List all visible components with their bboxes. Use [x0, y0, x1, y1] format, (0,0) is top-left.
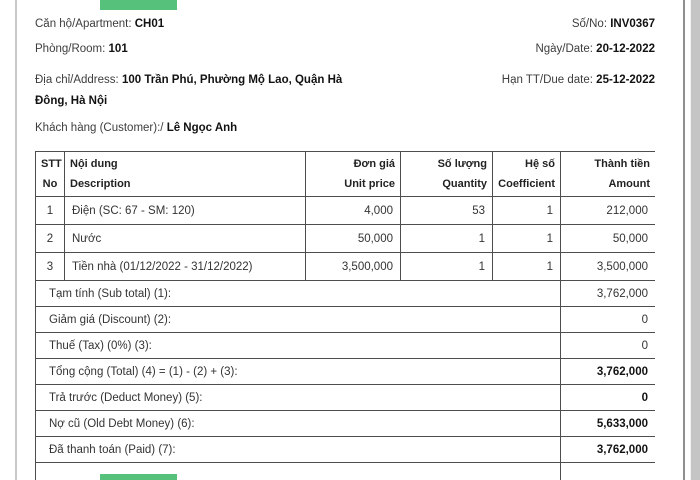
room-label: Phòng/Room: — [35, 43, 106, 55]
clipped-next-row — [36, 463, 656, 480]
item-coefficient: 1 — [493, 197, 561, 225]
item-no: 3 — [36, 253, 65, 281]
col-header-amount: Thành tiền Amount — [561, 152, 656, 197]
item-no: 2 — [36, 225, 65, 253]
due-date-field — [502, 74, 655, 86]
summary-row-paid — [36, 437, 656, 463]
summary-row-discount — [36, 307, 656, 333]
summary-row-total — [36, 359, 656, 385]
item-no: 1 — [36, 197, 65, 225]
summary-value: 3,762,000 — [561, 437, 656, 463]
scrollbar-thumb[interactable] — [691, 0, 700, 480]
address-field-line2 — [35, 95, 107, 107]
invoice-date-label: Ngày/Date: — [535, 43, 593, 55]
summary-value: 0 — [561, 307, 656, 333]
item-unit-price: 3,500,000 — [306, 253, 401, 281]
address-field — [35, 74, 342, 86]
item-coefficient: 1 — [493, 225, 561, 253]
room-field — [35, 43, 128, 55]
room-value: 101 — [108, 43, 128, 55]
apartment-value: CH01 — [134, 18, 165, 30]
customer-field — [35, 122, 237, 134]
summary-label: Đã thanh toán (Paid) (7): — [36, 437, 561, 463]
item-unit-price: 50,000 — [306, 225, 401, 253]
item-row-1 — [36, 197, 656, 225]
item-unit-price: 4,000 — [306, 197, 401, 225]
table-header-row — [36, 152, 656, 197]
summary-label: Nợ cũ (Old Debt Money) (6): — [36, 411, 561, 437]
summary-value: 0 — [561, 333, 656, 359]
col-header-coefficient: Hệ số Coefficient — [493, 152, 561, 197]
item-amount: 3,500,000 — [561, 253, 656, 281]
col-header-quantity: Số lượng Quantity — [401, 152, 493, 197]
due-date-value: 25-12-2022 — [596, 74, 655, 86]
items-table — [35, 151, 655, 480]
item-row-2 — [36, 225, 656, 253]
summary-value: 5,633,000 — [561, 411, 656, 437]
item-quantity: 1 — [401, 225, 493, 253]
apartment-label: Căn hộ/Apartment: — [35, 18, 132, 30]
summary-row-old-debt — [36, 411, 656, 437]
item-description: Nước — [65, 225, 306, 253]
item-row-3 — [36, 253, 656, 281]
item-quantity: 1 — [401, 253, 493, 281]
invoice-date-field — [535, 43, 655, 55]
address-value-line1: 100 Trần Phú, Phường Mộ Lao, Quận Hà — [121, 74, 343, 86]
summary-row-tax — [36, 333, 656, 359]
address-value-line2: Đông, Hà Nội — [35, 95, 108, 107]
summary-label: Trả trước (Deduct Money) (5): — [36, 385, 561, 411]
item-description: Điện (SC: 67 - SM: 120) — [65, 197, 306, 225]
col-header-unit-price: Đơn giá Unit price — [306, 152, 401, 197]
item-coefficient: 1 — [493, 253, 561, 281]
customer-value: Lê Ngọc Anh — [166, 122, 238, 134]
page-right-border — [683, 0, 685, 480]
summary-label: Thuế (Tax) (0%) (3): — [36, 333, 561, 359]
item-quantity: 53 — [401, 197, 493, 225]
item-amount: 50,000 — [561, 225, 656, 253]
summary-value: 3,762,000 — [561, 359, 656, 385]
address-label: Địa chỉ/Address: — [35, 74, 119, 86]
due-date-label: Hạn TT/Due date: — [501, 74, 593, 86]
page-left-border — [15, 0, 17, 480]
col-header-description: Nội dung Description — [65, 152, 306, 197]
customer-label: Khách hàng (Customer):/ — [35, 122, 164, 134]
summary-row-deduct — [36, 385, 656, 411]
invoice-number-label: Số/No: — [571, 18, 608, 30]
apartment-field — [35, 18, 164, 30]
item-description: Tiền nhà (01/12/2022 - 31/12/2022) — [65, 253, 306, 281]
summary-value: 0 — [561, 385, 656, 411]
col-header-no: STT No — [36, 152, 65, 197]
summary-label: Tổng cộng (Total) (4) = (1) - (2) + (3): — [36, 359, 561, 385]
summary-value: 3,762,000 — [561, 281, 656, 307]
summary-label: Giảm giá (Discount) (2): — [36, 307, 561, 333]
invoice-number-value: INV0367 — [610, 18, 655, 30]
item-amount: 212,000 — [561, 197, 656, 225]
summary-row-subtotal — [36, 281, 656, 307]
invoice-date-value: 20-12-2022 — [596, 43, 655, 55]
green-accent-bar-top — [100, 0, 177, 10]
invoice-number-field — [572, 18, 655, 30]
summary-label: Tạm tính (Sub total) (1): — [36, 281, 561, 307]
